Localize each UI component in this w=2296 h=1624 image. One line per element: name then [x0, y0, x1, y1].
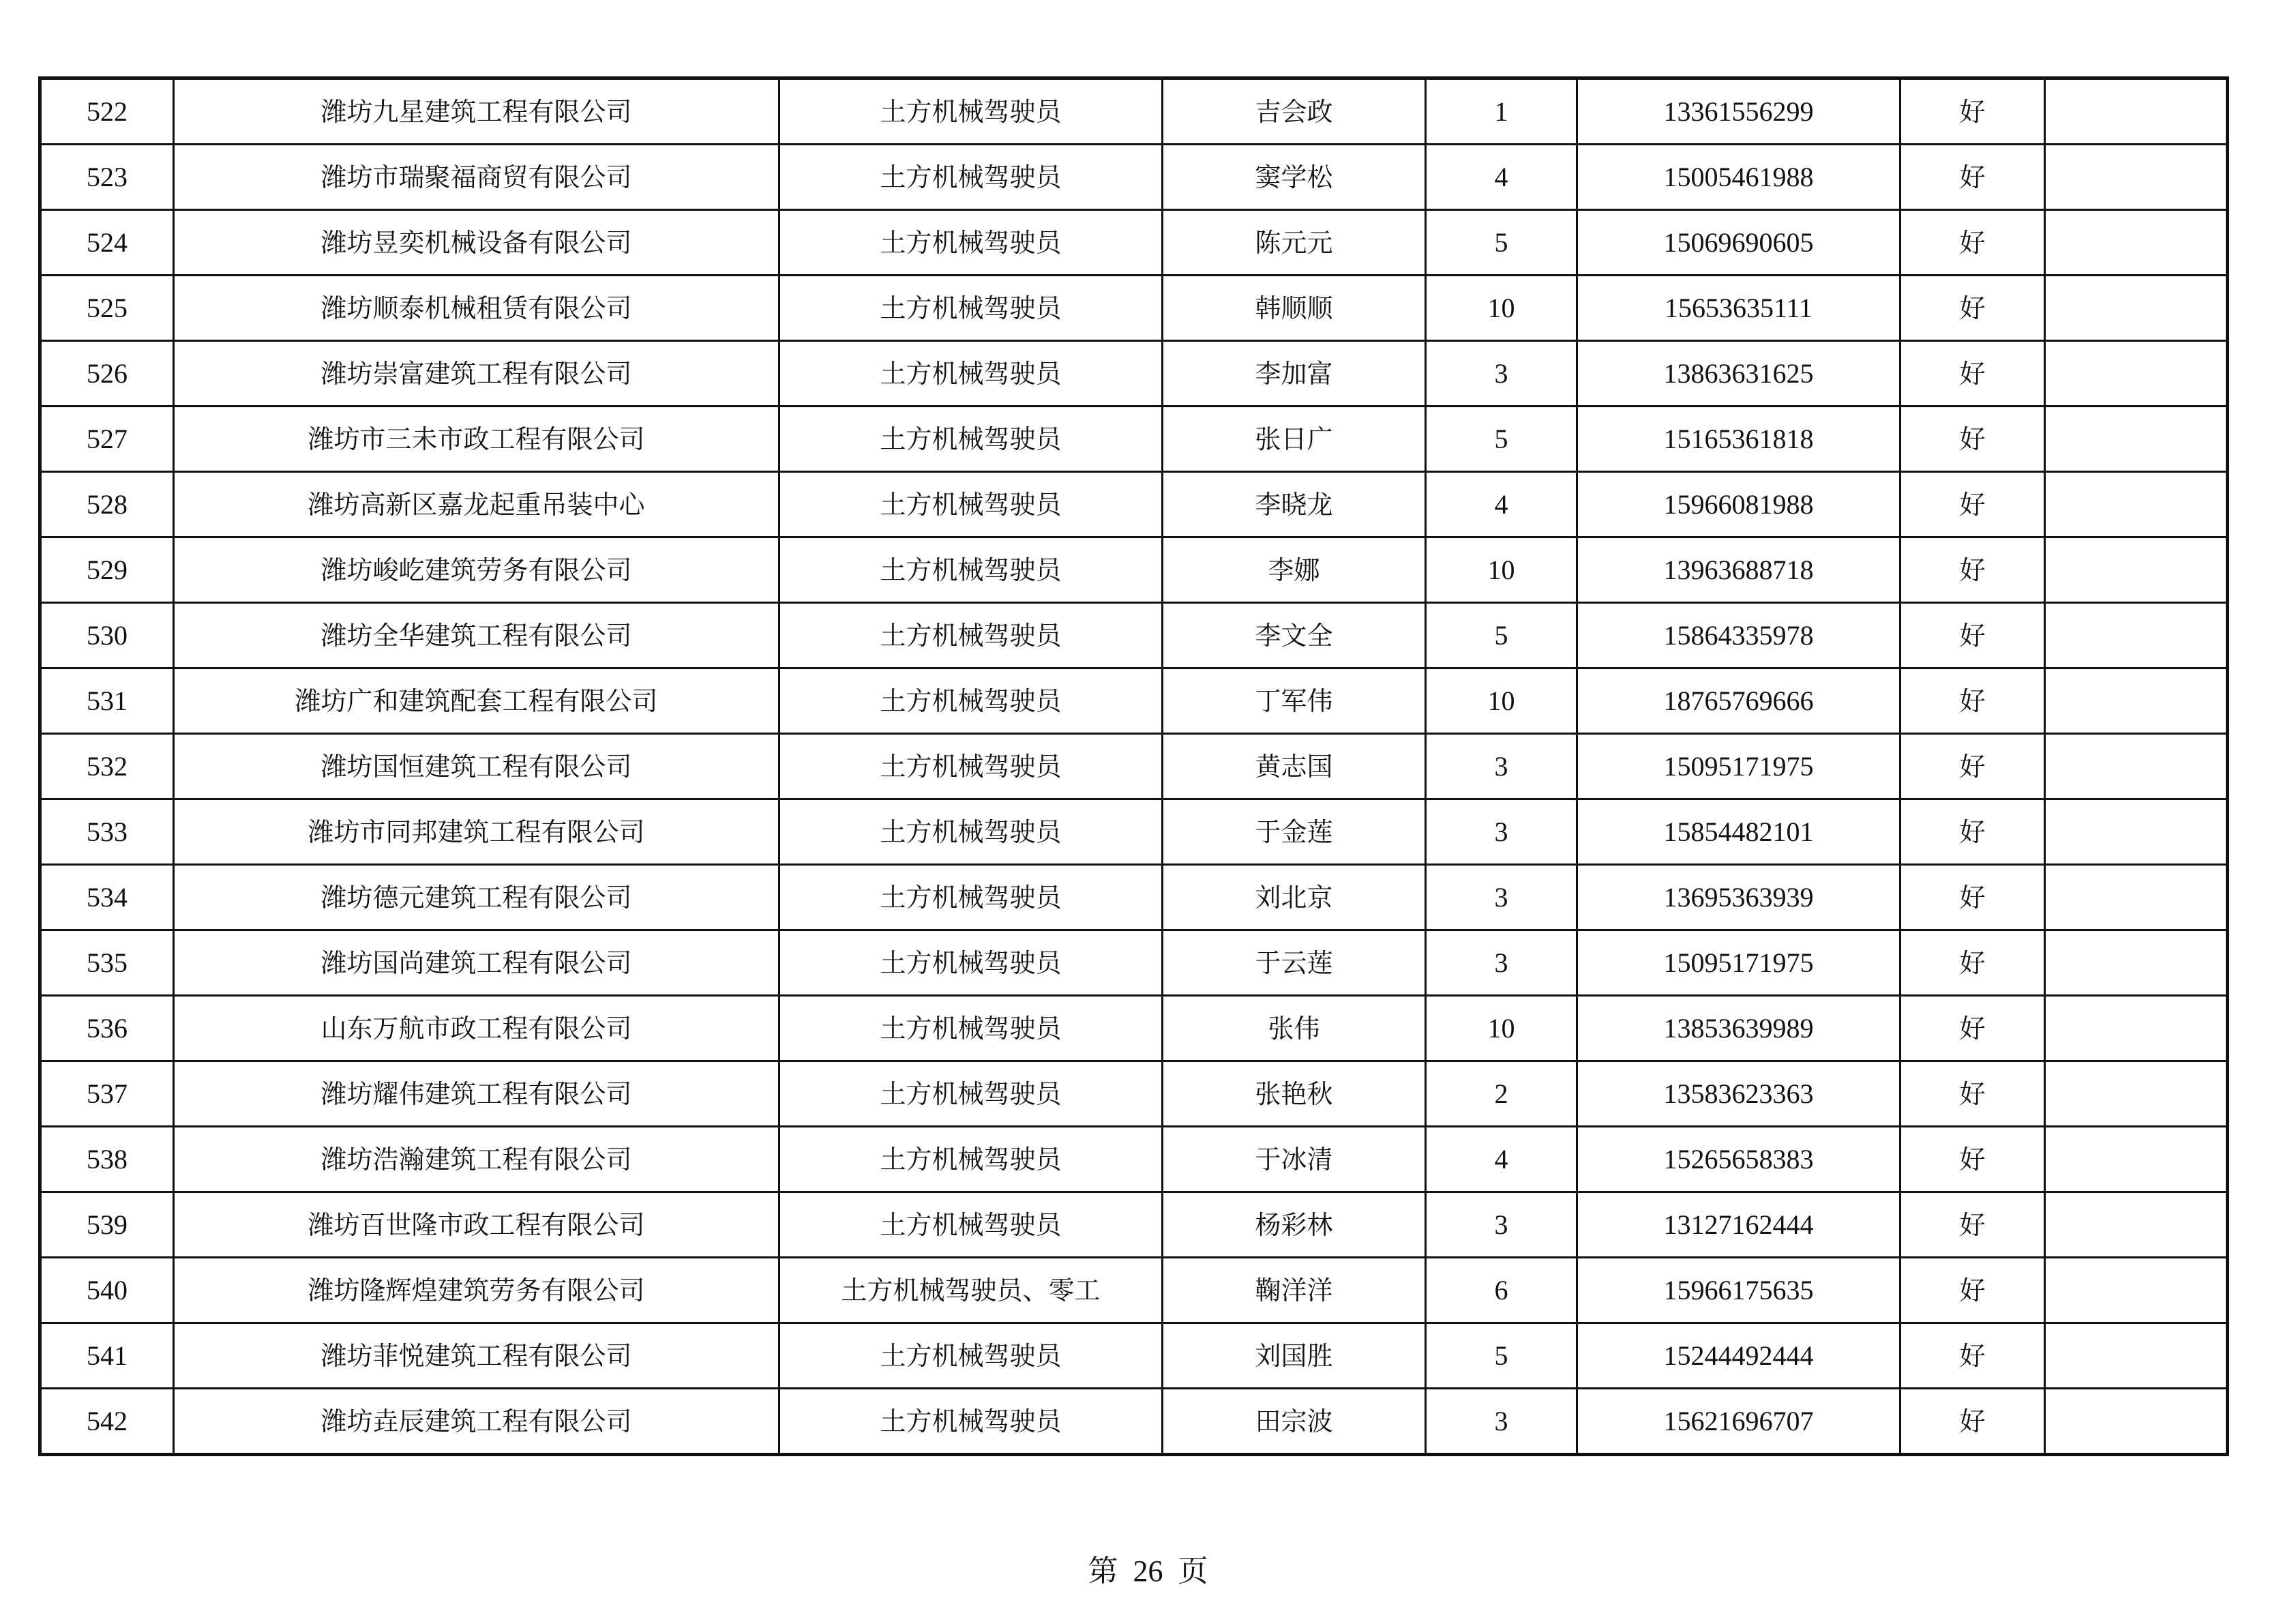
- remark-cell: [2045, 472, 2228, 537]
- rating-cell: 好: [1900, 276, 2045, 341]
- remark-cell: [2045, 930, 2228, 996]
- company-name-cell: 潍坊国恒建筑工程有限公司: [174, 734, 779, 799]
- phone-number-cell: 13963688718: [1577, 537, 1900, 603]
- remark-cell: [2045, 210, 2228, 276]
- page-number: 26: [1133, 1554, 1163, 1588]
- table-row: [40, 78, 2228, 145]
- phone-number-cell: 13853639989: [1577, 996, 1900, 1061]
- rating-cell: 好: [1900, 996, 2045, 1061]
- company-name-cell: 潍坊峻屹建筑劳务有限公司: [174, 537, 779, 603]
- job-type-cell: 土方机械驾驶员: [779, 603, 1163, 668]
- headcount-cell: 3: [1426, 734, 1577, 799]
- row-number-cell: 532: [40, 734, 174, 799]
- contact-person-cell: 田宗波: [1163, 1389, 1426, 1455]
- row-number-cell: 528: [40, 472, 174, 537]
- phone-number-cell: 15165361818: [1577, 407, 1900, 472]
- company-name-cell: 潍坊浩瀚建筑工程有限公司: [174, 1127, 779, 1192]
- contact-person-cell: 黄志国: [1163, 734, 1426, 799]
- job-type-cell: 土方机械驾驶员: [779, 865, 1163, 930]
- company-name-cell: 山东万航市政工程有限公司: [174, 996, 779, 1061]
- company-name-cell: 潍坊垚辰建筑工程有限公司: [174, 1389, 779, 1455]
- rating-cell: 好: [1900, 799, 2045, 865]
- phone-number-cell: 15653635111: [1577, 276, 1900, 341]
- headcount-cell: 3: [1426, 341, 1577, 407]
- job-type-cell: 土方机械驾驶员: [779, 145, 1163, 210]
- rating-cell: 好: [1900, 603, 2045, 668]
- table-row: [40, 734, 2228, 799]
- phone-number-cell: 15621696707: [1577, 1389, 1900, 1455]
- table-row: [40, 996, 2228, 1061]
- rating-cell: 好: [1900, 1127, 2045, 1192]
- company-name-cell: 潍坊顺泰机械租赁有限公司: [174, 276, 779, 341]
- row-number-cell: 522: [40, 78, 174, 145]
- row-number-cell: 529: [40, 537, 174, 603]
- table-row: [40, 341, 2228, 407]
- contact-person-cell: 杨彩林: [1163, 1192, 1426, 1258]
- rating-cell: 好: [1900, 734, 2045, 799]
- headcount-cell: 4: [1426, 1127, 1577, 1192]
- remark-cell: [2045, 537, 2228, 603]
- contact-person-cell: 于冰清: [1163, 1127, 1426, 1192]
- row-number-cell: 525: [40, 276, 174, 341]
- row-number-cell: 537: [40, 1061, 174, 1127]
- phone-number-cell: 15966081988: [1577, 472, 1900, 537]
- contact-person-cell: 刘北京: [1163, 865, 1426, 930]
- phone-number-cell: 15244492444: [1577, 1323, 1900, 1389]
- rating-cell: 好: [1900, 78, 2045, 145]
- company-name-cell: 潍坊市三未市政工程有限公司: [174, 407, 779, 472]
- headcount-cell: 5: [1426, 210, 1577, 276]
- rating-cell: 好: [1900, 1389, 2045, 1455]
- company-name-cell: 潍坊百世隆市政工程有限公司: [174, 1192, 779, 1258]
- table-row: [40, 799, 2228, 865]
- rating-cell: 好: [1900, 865, 2045, 930]
- row-number-cell: 536: [40, 996, 174, 1061]
- company-name-cell: 潍坊菲悦建筑工程有限公司: [174, 1323, 779, 1389]
- headcount-cell: 3: [1426, 865, 1577, 930]
- contact-person-cell: 李晓龙: [1163, 472, 1426, 537]
- remark-cell: [2045, 78, 2228, 145]
- table-row: [40, 865, 2228, 930]
- table-row: [40, 1258, 2228, 1323]
- headcount-cell: 5: [1426, 1323, 1577, 1389]
- remark-cell: [2045, 407, 2228, 472]
- phone-number-cell: 13361556299: [1577, 78, 1900, 145]
- contact-person-cell: 鞠洋洋: [1163, 1258, 1426, 1323]
- job-type-cell: 土方机械驾驶员: [779, 407, 1163, 472]
- job-type-cell: 土方机械驾驶员: [779, 1061, 1163, 1127]
- rating-cell: 好: [1900, 1323, 2045, 1389]
- contact-person-cell: 李加富: [1163, 341, 1426, 407]
- company-name-cell: 潍坊市瑞聚福商贸有限公司: [174, 145, 779, 210]
- table-row: [40, 1192, 2228, 1258]
- headcount-cell: 4: [1426, 472, 1577, 537]
- table-row: [40, 276, 2228, 341]
- row-number-cell: 533: [40, 799, 174, 865]
- company-name-cell: 潍坊崇富建筑工程有限公司: [174, 341, 779, 407]
- row-number-cell: 531: [40, 668, 174, 734]
- headcount-cell: 10: [1426, 276, 1577, 341]
- remark-cell: [2045, 276, 2228, 341]
- row-number-cell: 539: [40, 1192, 174, 1258]
- phone-number-cell: 15265658383: [1577, 1127, 1900, 1192]
- row-number-cell: 527: [40, 407, 174, 472]
- rating-cell: 好: [1900, 472, 2045, 537]
- phone-number-cell: 13127162444: [1577, 1192, 1900, 1258]
- company-name-cell: 潍坊高新区嘉龙起重吊装中心: [174, 472, 779, 537]
- row-number-cell: 526: [40, 341, 174, 407]
- rating-cell: 好: [1900, 341, 2045, 407]
- table-row: [40, 1127, 2228, 1192]
- remark-cell: [2045, 668, 2228, 734]
- job-type-cell: 土方机械驾驶员: [779, 537, 1163, 603]
- rating-cell: 好: [1900, 930, 2045, 996]
- contact-person-cell: 刘国胜: [1163, 1323, 1426, 1389]
- row-number-cell: 524: [40, 210, 174, 276]
- contact-person-cell: 韩顺顺: [1163, 276, 1426, 341]
- row-number-cell: 542: [40, 1389, 174, 1455]
- table-row: [40, 930, 2228, 996]
- remark-cell: [2045, 603, 2228, 668]
- row-number-cell: 534: [40, 865, 174, 930]
- job-type-cell: 土方机械驾驶员: [779, 1389, 1163, 1455]
- phone-number-cell: 15966175635: [1577, 1258, 1900, 1323]
- remark-cell: [2045, 145, 2228, 210]
- row-number-cell: 523: [40, 145, 174, 210]
- job-type-cell: 土方机械驾驶员: [779, 734, 1163, 799]
- table-row: [40, 603, 2228, 668]
- row-number-cell: 540: [40, 1258, 174, 1323]
- table-row: [40, 537, 2228, 603]
- rating-cell: 好: [1900, 210, 2045, 276]
- job-type-cell: 土方机械驾驶员: [779, 210, 1163, 276]
- headcount-cell: 1: [1426, 78, 1577, 145]
- company-name-cell: 潍坊昱奕机械设备有限公司: [174, 210, 779, 276]
- job-type-cell: 土方机械驾驶员: [779, 341, 1163, 407]
- row-number-cell: 530: [40, 603, 174, 668]
- job-type-cell: 土方机械驾驶员: [779, 799, 1163, 865]
- remark-cell: [2045, 341, 2228, 407]
- job-type-cell: 土方机械驾驶员: [779, 1127, 1163, 1192]
- rating-cell: 好: [1900, 145, 2045, 210]
- company-name-cell: 潍坊九星建筑工程有限公司: [174, 78, 779, 145]
- headcount-cell: 5: [1426, 603, 1577, 668]
- company-name-cell: 潍坊德元建筑工程有限公司: [174, 865, 779, 930]
- company-name-cell: 潍坊国尚建筑工程有限公司: [174, 930, 779, 996]
- headcount-cell: 4: [1426, 145, 1577, 210]
- headcount-cell: 10: [1426, 668, 1577, 734]
- page-suffix: 页: [1178, 1554, 1208, 1589]
- phone-number-cell: 15095171975: [1577, 734, 1900, 799]
- contact-person-cell: 张伟: [1163, 996, 1426, 1061]
- job-type-cell: 土方机械驾驶员: [779, 276, 1163, 341]
- row-number-cell: 535: [40, 930, 174, 996]
- table-row: [40, 1323, 2228, 1389]
- phone-number-cell: 15005461988: [1577, 145, 1900, 210]
- job-type-cell: 土方机械驾驶员: [779, 930, 1163, 996]
- contact-person-cell: 张日广: [1163, 407, 1426, 472]
- row-number-cell: 538: [40, 1127, 174, 1192]
- rating-cell: 好: [1900, 537, 2045, 603]
- rating-cell: 好: [1900, 1192, 2045, 1258]
- remark-cell: [2045, 1061, 2228, 1127]
- remark-cell: [2045, 1323, 2228, 1389]
- headcount-cell: 3: [1426, 799, 1577, 865]
- phone-number-cell: 15854482101: [1577, 799, 1900, 865]
- phone-number-cell: 15069690605: [1577, 210, 1900, 276]
- company-name-cell: 潍坊耀伟建筑工程有限公司: [174, 1061, 779, 1127]
- phone-number-cell: 13863631625: [1577, 341, 1900, 407]
- table-row: [40, 1389, 2228, 1455]
- rating-cell: 好: [1900, 407, 2045, 472]
- headcount-cell: 3: [1426, 930, 1577, 996]
- table-row: [40, 407, 2228, 472]
- headcount-cell: 5: [1426, 407, 1577, 472]
- rating-cell: 好: [1900, 1061, 2045, 1127]
- remark-cell: [2045, 1389, 2228, 1455]
- remark-cell: [2045, 1192, 2228, 1258]
- remark-cell: [2045, 734, 2228, 799]
- page-footer: [0, 1554, 2296, 1589]
- phone-number-cell: 13695363939: [1577, 865, 1900, 930]
- table-row: [40, 210, 2228, 276]
- table-body: [40, 78, 2228, 1455]
- table-row: [40, 668, 2228, 734]
- contact-person-cell: 丁军伟: [1163, 668, 1426, 734]
- contact-person-cell: 李娜: [1163, 537, 1426, 603]
- job-type-cell: 土方机械驾驶员: [779, 1323, 1163, 1389]
- contact-person-cell: 窦学松: [1163, 145, 1426, 210]
- rating-cell: 好: [1900, 1258, 2045, 1323]
- phone-number-cell: 15095171975: [1577, 930, 1900, 996]
- contact-person-cell: 于云莲: [1163, 930, 1426, 996]
- company-name-cell: 潍坊市同邦建筑工程有限公司: [174, 799, 779, 865]
- phone-number-cell: 18765769666: [1577, 668, 1900, 734]
- table-row: [40, 145, 2228, 210]
- row-number-cell: 541: [40, 1323, 174, 1389]
- rating-cell: 好: [1900, 668, 2045, 734]
- phone-number-cell: 15864335978: [1577, 603, 1900, 668]
- job-type-cell: 土方机械驾驶员: [779, 996, 1163, 1061]
- page-prefix: 第: [1088, 1554, 1118, 1589]
- enterprise-table-container: [38, 76, 2226, 1456]
- remark-cell: [2045, 799, 2228, 865]
- contact-person-cell: 吉会政: [1163, 78, 1426, 145]
- table-row: [40, 1061, 2228, 1127]
- contact-person-cell: 于金莲: [1163, 799, 1426, 865]
- headcount-cell: 2: [1426, 1061, 1577, 1127]
- contact-person-cell: 张艳秋: [1163, 1061, 1426, 1127]
- company-name-cell: 潍坊全华建筑工程有限公司: [174, 603, 779, 668]
- enterprise-table: [38, 76, 2229, 1456]
- headcount-cell: 3: [1426, 1389, 1577, 1455]
- remark-cell: [2045, 996, 2228, 1061]
- table-row: [40, 472, 2228, 537]
- company-name-cell: 潍坊广和建筑配套工程有限公司: [174, 668, 779, 734]
- remark-cell: [2045, 1258, 2228, 1323]
- phone-number-cell: 13583623363: [1577, 1061, 1900, 1127]
- job-type-cell: 土方机械驾驶员、零工: [779, 1258, 1163, 1323]
- company-name-cell: 潍坊隆辉煌建筑劳务有限公司: [174, 1258, 779, 1323]
- remark-cell: [2045, 865, 2228, 930]
- contact-person-cell: 陈元元: [1163, 210, 1426, 276]
- contact-person-cell: 李文全: [1163, 603, 1426, 668]
- headcount-cell: 3: [1426, 1192, 1577, 1258]
- job-type-cell: 土方机械驾驶员: [779, 472, 1163, 537]
- job-type-cell: 土方机械驾驶员: [779, 78, 1163, 145]
- remark-cell: [2045, 1127, 2228, 1192]
- job-type-cell: 土方机械驾驶员: [779, 1192, 1163, 1258]
- headcount-cell: 6: [1426, 1258, 1577, 1323]
- headcount-cell: 10: [1426, 537, 1577, 603]
- headcount-cell: 10: [1426, 996, 1577, 1061]
- job-type-cell: 土方机械驾驶员: [779, 668, 1163, 734]
